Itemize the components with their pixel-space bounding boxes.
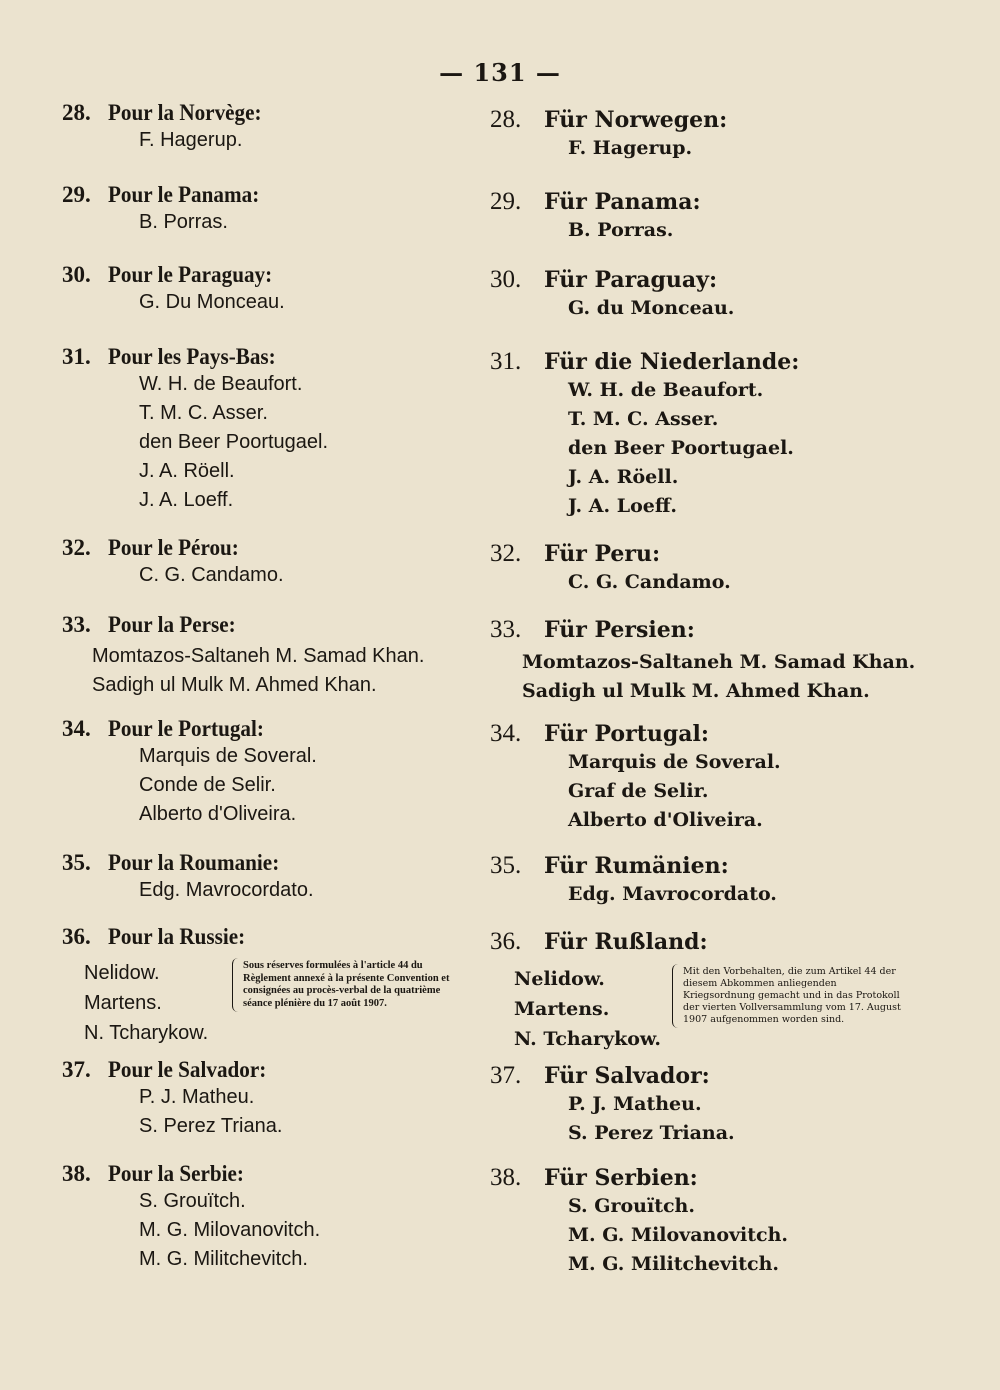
- signatory: Sadigh ul Mulk M. Ahmed Khan.: [92, 674, 377, 696]
- country-heading: Für Salvador:: [544, 1063, 710, 1089]
- signatory: J. A. Röell.: [139, 460, 235, 482]
- signatory: Marquis de Soveral.: [568, 751, 781, 773]
- country-heading: Pour la Roumanie:: [108, 850, 280, 875]
- entry-number: 29.: [62, 182, 91, 207]
- entry-de-28: [490, 106, 930, 163]
- entry-number: 38.: [490, 1164, 522, 1191]
- country-heading: Pour le Portugal:: [108, 716, 264, 741]
- reservation-note: Mit den Vorbehalten, die zum Artikel 44 der diesem Abkommen anliegenden Kriegsordnung gemacht und in das Protokoll der vierten Vollversammlung vom 17. August 1907 aufgenommen worden sind.: [672, 964, 901, 1028]
- entry-de-36: [490, 928, 930, 1054]
- signatory: G. Du Monceau.: [139, 291, 285, 313]
- country-heading: Für Panama:: [544, 189, 701, 215]
- signatory: Nelidow.: [514, 968, 605, 990]
- signatory: Martens.: [514, 998, 610, 1020]
- country-heading: Pour le Pérou:: [108, 535, 239, 560]
- country-heading: Für Norwegen:: [544, 107, 728, 133]
- entry-fr-38: [62, 1161, 472, 1274]
- country-heading: Für Rußland:: [544, 929, 708, 955]
- signatory: J. A. Loeff.: [139, 489, 234, 511]
- reservation-note: Sous réserves formulées à l'article 44 du Règlement annexé à la présente Convention et consignées au procès-verbal de la quatrième séance plénière du 17 août 1907.: [232, 958, 463, 1012]
- entry-de-31: [490, 348, 930, 521]
- entry-fr-35: [62, 850, 472, 905]
- entry-number: 38.: [62, 1161, 91, 1186]
- entry-de-30: [490, 266, 930, 323]
- signatory: B. Porras.: [568, 219, 674, 241]
- signatory: Nelidow.: [84, 962, 160, 984]
- entry-de-35: [490, 852, 930, 909]
- signatory: S. Perez Triana.: [139, 1115, 283, 1137]
- entry-de-34: [490, 720, 930, 835]
- country-heading: Für Rumänien:: [544, 853, 729, 879]
- signatory: N. Tcharykow.: [514, 1028, 661, 1050]
- signatory: M. G. Milovanovitch.: [139, 1219, 321, 1241]
- country-heading: Pour le Salvador:: [108, 1057, 267, 1082]
- entry-number: 34.: [490, 720, 522, 747]
- country-heading: Für Peru:: [544, 541, 661, 567]
- signatory: F. Hagerup.: [139, 129, 243, 151]
- entry-de-37: [490, 1062, 930, 1148]
- country-heading: Pour la Norvège:: [108, 100, 262, 125]
- country-heading: Für Portugal:: [544, 721, 709, 747]
- country-heading: Pour le Paraguay:: [108, 262, 273, 287]
- signatory: C. G. Candamo.: [568, 571, 731, 593]
- signatory: S. Grouïtch.: [139, 1190, 246, 1212]
- signatory: T. M. C. Asser.: [139, 402, 268, 424]
- entry-number: 28.: [62, 100, 91, 125]
- signatory: S. Perez Triana.: [568, 1122, 735, 1144]
- signatory: Momtazos-Saltaneh M. Samad Khan.: [522, 651, 916, 673]
- signatory: P. J. Matheu.: [568, 1093, 702, 1115]
- entry-fr-32: [62, 535, 472, 590]
- entry-number: 35.: [62, 850, 91, 875]
- signatory: Alberto d'Oliveira.: [568, 809, 763, 831]
- country-heading: Pour la Russie:: [108, 924, 246, 949]
- country-heading: Pour la Serbie:: [108, 1161, 244, 1186]
- entry-fr-28: [62, 100, 472, 155]
- entry-fr-37: [62, 1057, 472, 1141]
- signatory: S. Grouïtch.: [568, 1195, 695, 1217]
- signatory: Martens.: [84, 992, 162, 1014]
- signatory: F. Hagerup.: [568, 137, 693, 159]
- signatory: C. G. Candamo.: [139, 564, 284, 586]
- signatory: T. M. C. Asser.: [568, 408, 719, 430]
- entry-number: 37.: [62, 1057, 91, 1082]
- entry-de-29: [490, 188, 930, 245]
- entry-number: 31.: [490, 348, 522, 375]
- signatory: M. G. Militchevitch.: [139, 1248, 308, 1270]
- entry-number: 30.: [490, 266, 522, 293]
- entry-number: 32.: [490, 540, 522, 567]
- signatory: Marquis de Soveral.: [139, 745, 317, 767]
- entry-number: 35.: [490, 852, 522, 879]
- signatory: den Beer Poortugael.: [139, 431, 329, 453]
- entry-number: 37.: [490, 1062, 522, 1089]
- entry-number: 30.: [62, 262, 91, 287]
- russia-signature-block: [490, 964, 930, 1054]
- entry-fr-34: [62, 716, 472, 829]
- signatory: Graf de Selir.: [568, 780, 709, 802]
- entry-de-32: [490, 540, 930, 597]
- signatory: J. A. Loeff.: [568, 495, 678, 517]
- page-number: — 131 —: [439, 58, 561, 87]
- signatory: Momtazos-Saltaneh M. Samad Khan.: [92, 645, 425, 667]
- country-heading: Für Serbien:: [544, 1165, 698, 1191]
- entry-number: 31.: [62, 344, 91, 369]
- signatory: W. H. de Beaufort.: [568, 379, 764, 401]
- country-heading: Für Persien:: [544, 617, 695, 643]
- signatory: W. H. de Beaufort.: [139, 373, 303, 395]
- signatory: den Beer Poortugael.: [568, 437, 794, 459]
- signatory: Edg. Mavrocordato.: [139, 879, 314, 901]
- country-heading: Für die Niederlande:: [544, 349, 800, 375]
- entry-number: 34.: [62, 716, 91, 741]
- entry-number: 29.: [490, 188, 522, 215]
- signatory: G. du Monceau.: [568, 297, 735, 319]
- entry-fr-29: [62, 182, 472, 237]
- entry-fr-36: [62, 924, 472, 1048]
- signatory: J. A. Röell.: [568, 466, 679, 488]
- signatory: B. Porras.: [139, 211, 228, 233]
- russia-signature-block: [62, 958, 472, 1048]
- entry-fr-33: [62, 612, 472, 700]
- entry-de-33: [490, 616, 930, 706]
- signatory: M. G. Militchevitch.: [568, 1253, 780, 1275]
- signatory: Conde de Selir.: [139, 774, 276, 796]
- country-heading: Für Paraguay:: [544, 267, 718, 293]
- signatory: M. G. Milovanovitch.: [568, 1224, 789, 1246]
- country-heading: Pour la Perse:: [108, 612, 236, 637]
- entry-number: 28.: [490, 106, 522, 133]
- signatory: Alberto d'Oliveira.: [139, 803, 297, 825]
- signatory: N. Tcharykow.: [84, 1022, 209, 1044]
- signatory: P. J. Matheu.: [139, 1086, 255, 1108]
- entry-number: 36.: [62, 924, 91, 949]
- country-heading: Pour le Panama:: [108, 182, 260, 207]
- entry-number: 33.: [62, 612, 91, 637]
- signatory: Edg. Mavrocordato.: [568, 883, 777, 905]
- entry-de-38: [490, 1164, 930, 1279]
- country-heading: Pour les Pays-Bas:: [108, 344, 276, 369]
- entry-fr-30: [62, 262, 472, 317]
- entry-number: 33.: [490, 616, 522, 643]
- entry-fr-31: [62, 344, 472, 515]
- entry-number: 32.: [62, 535, 91, 560]
- entry-number: 36.: [490, 928, 522, 955]
- signatory: Sadigh ul Mulk M. Ahmed Khan.: [522, 680, 870, 702]
